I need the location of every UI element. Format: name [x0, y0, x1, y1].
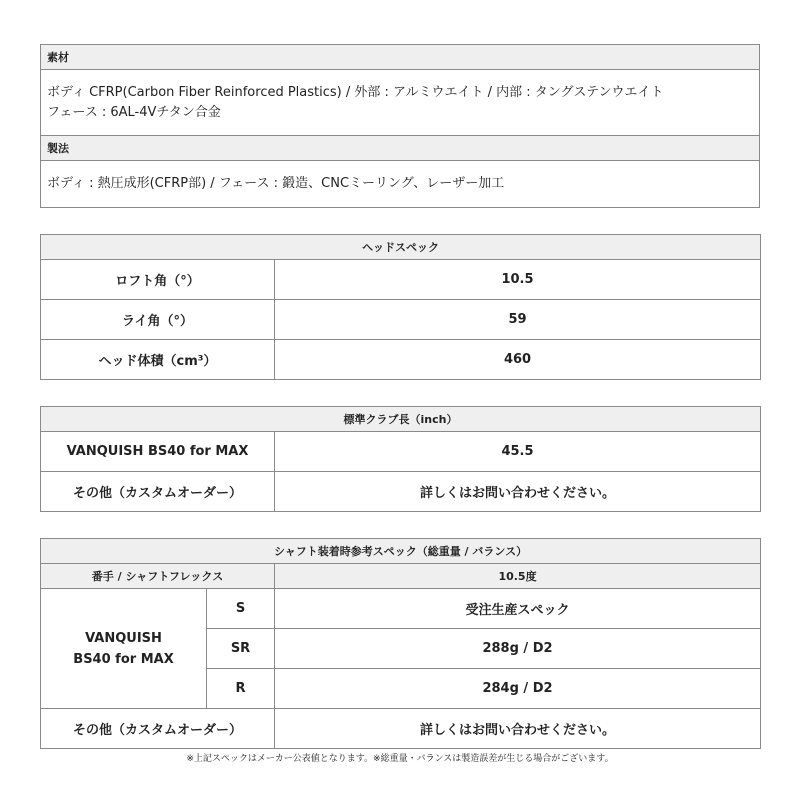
- loft-column-header: 10.5度: [275, 564, 761, 589]
- shaft-custom-order-label: その他（カスタムオーダー）: [41, 709, 275, 749]
- head-spec-table: [40, 234, 761, 380]
- loft-value: 10.5: [275, 260, 761, 300]
- custom-order-value: 詳しくはお問い合わせください。: [275, 472, 761, 512]
- club-length-header: 標準クラブ長（inch）: [41, 407, 761, 432]
- flex-r: R: [207, 669, 275, 709]
- lie-value: 59: [275, 300, 761, 340]
- materials-header: 素材: [41, 45, 760, 70]
- shaft-spec-header: シャフト装着時参考スペック（総重量 / バランス）: [41, 539, 761, 564]
- flex-column-header: 番手 / シャフトフレックス: [41, 564, 275, 589]
- length-value: 45.5: [275, 432, 761, 472]
- volume-value: 460: [275, 340, 761, 380]
- flex-s-value: 受注生産スペック: [275, 589, 761, 629]
- flex-r-value: 284g / D2: [275, 669, 761, 709]
- custom-order-label: その他（カスタムオーダー）: [41, 472, 275, 512]
- table-row: [41, 300, 761, 340]
- materials-table: [40, 44, 760, 208]
- shaft-spec-table: [40, 538, 761, 749]
- model-label: VANQUISH BS40 for MAX: [41, 432, 275, 472]
- manufacturing-header: 製法: [41, 136, 760, 161]
- shaft-model-line-1: VANQUISH: [85, 630, 162, 646]
- manufacturing-description: ボディ : 熱圧成形(CFRP部) / フェース : 鍛造、CNCミーリング、レーザー加工: [41, 161, 760, 208]
- flex-sr: SR: [207, 629, 275, 669]
- table-row: [41, 260, 761, 300]
- shaft-model-name: [41, 589, 207, 709]
- flex-s: S: [207, 589, 275, 629]
- head-spec-header: ヘッドスペック: [41, 235, 761, 260]
- materials-line-2: フェース : 6AL-4Vチタン合金: [47, 104, 221, 120]
- table-row: [41, 340, 761, 380]
- table-row: [41, 432, 761, 472]
- shaft-custom-order-value: 詳しくはお問い合わせください。: [275, 709, 761, 749]
- materials-description: [41, 70, 760, 136]
- volume-label: ヘッド体積（cm³）: [41, 340, 275, 380]
- table-row: [41, 472, 761, 512]
- footnote: ※上記スペックはメーカー公表値となります。※総重量・バランスは製造誤差が生じる場合がございます。: [186, 754, 614, 764]
- table-row: [41, 589, 761, 629]
- lie-label: ライ角（°）: [41, 300, 275, 340]
- shaft-model-line-2: BS40 for MAX: [73, 651, 174, 667]
- club-length-table: [40, 406, 761, 512]
- flex-sr-value: 288g / D2: [275, 629, 761, 669]
- table-row: [41, 709, 761, 749]
- loft-label: ロフト角（°）: [41, 260, 275, 300]
- materials-line-1: ボディ CFRP(Carbon Fiber Reinforced Plastics) / 外部 : アルミウエイト / 内部 : タングステンウエイト: [47, 84, 664, 100]
